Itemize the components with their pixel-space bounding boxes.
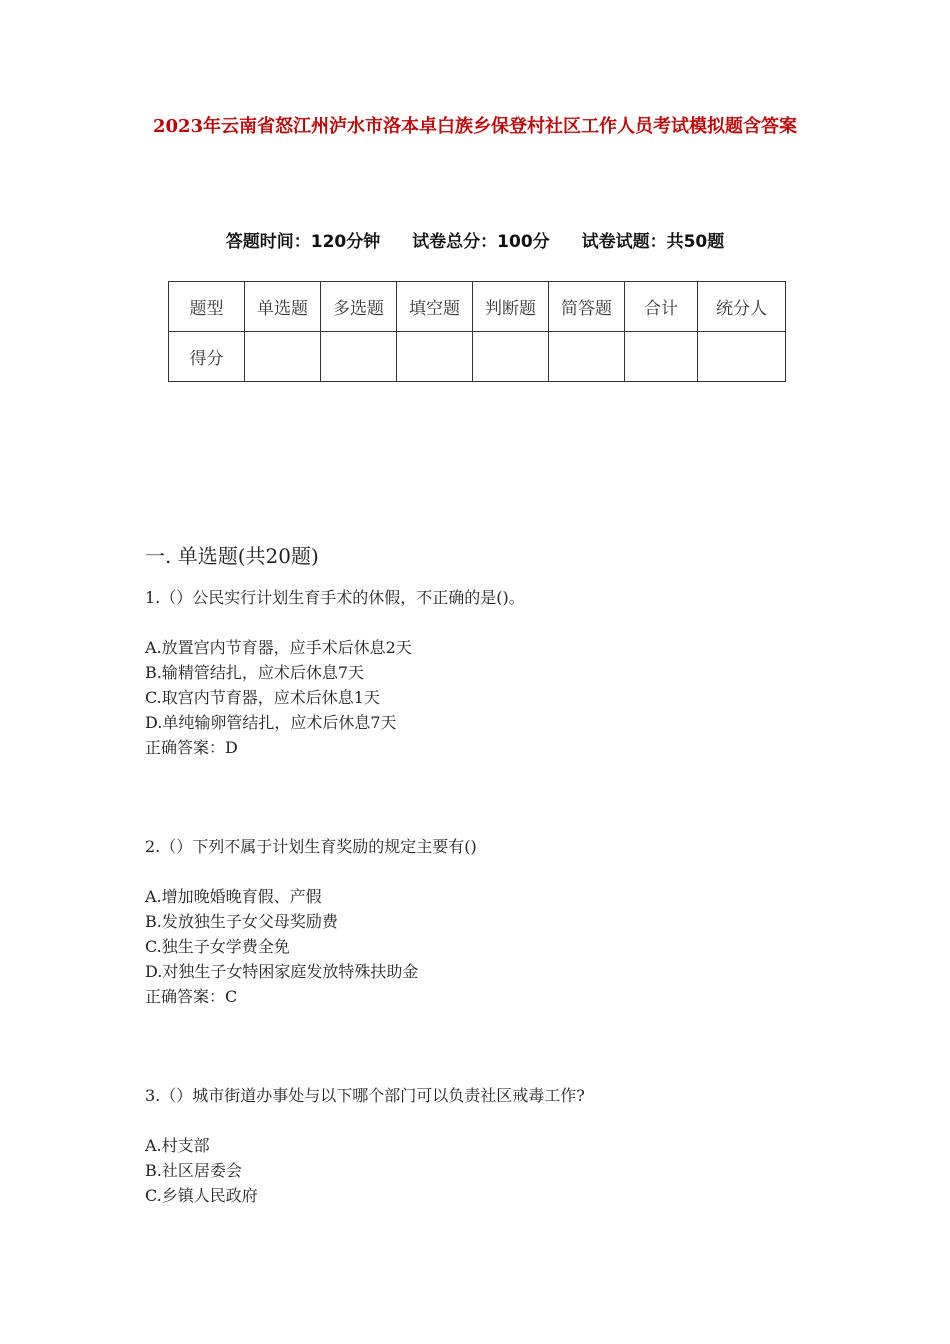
header-cell: 统分人 (698, 282, 786, 332)
correct-answer: 正确答案：C (145, 987, 238, 1006)
question-stem: 2.（）下列不属于计划生育奖励的规定主要有() (145, 837, 477, 856)
header-cell: 多选题 (321, 282, 397, 332)
score-table (168, 281, 786, 382)
section-title: 一. 单选题(共20题) (145, 544, 319, 568)
score-cell (245, 332, 321, 382)
option-b: B.输精管结扎，应术后休息7天 (145, 663, 365, 682)
option-a: A.放置宫内节育器，应手术后休息2天 (145, 638, 412, 657)
score-table-score-row (169, 332, 786, 382)
exam-meta (0, 227, 950, 252)
score-cell (397, 332, 473, 382)
option-b: B.发放独生子女父母奖励费 (145, 912, 338, 931)
exam-time: 答题时间：120分钟 (225, 232, 381, 252)
score-cell (698, 332, 786, 382)
score-table-header-row (169, 282, 786, 332)
header-cell: 题型 (169, 282, 245, 332)
option-d: D.对独生子女特困家庭发放特殊扶助金 (145, 962, 419, 981)
option-a: A.村支部 (145, 1136, 210, 1155)
question-1 (145, 585, 525, 760)
header-cell: 填空题 (397, 282, 473, 332)
option-c: C.乡镇人民政府 (145, 1186, 258, 1205)
header-cell: 简答题 (549, 282, 625, 332)
score-cell (473, 332, 549, 382)
exam-question-count: 试卷试题：共50题 (581, 232, 725, 252)
correct-answer: 正确答案：D (145, 738, 238, 757)
score-cell (625, 332, 698, 382)
document-title: 2023年云南省怒江州泸水市洛本卓白族乡保登村社区工作人员考试模拟题含答案 (152, 116, 798, 137)
option-a: A.增加晚婚晚育假、产假 (145, 887, 322, 906)
header-cell: 合计 (625, 282, 698, 332)
question-3 (145, 1083, 585, 1208)
question-2 (145, 834, 477, 1009)
question-stem: 3.（）城市街道办事处与以下哪个部门可以负责社区戒毒工作? (145, 1086, 585, 1105)
question-stem: 1.（）公民实行计划生育手术的休假，不正确的是()。 (145, 588, 525, 607)
exam-total-score: 试卷总分：100分 (412, 232, 550, 252)
header-cell: 单选题 (245, 282, 321, 332)
option-c: C.取宫内节育器，应术后休息1天 (145, 688, 380, 707)
option-d: D.单纯输卵管结扎，应术后休息7天 (145, 713, 397, 732)
score-cell (321, 332, 397, 382)
option-b: B.社区居委会 (145, 1161, 242, 1180)
score-cell (549, 332, 625, 382)
score-row-label: 得分 (169, 332, 245, 382)
header-cell: 判断题 (473, 282, 549, 332)
option-c: C.独生子女学费全免 (145, 937, 290, 956)
